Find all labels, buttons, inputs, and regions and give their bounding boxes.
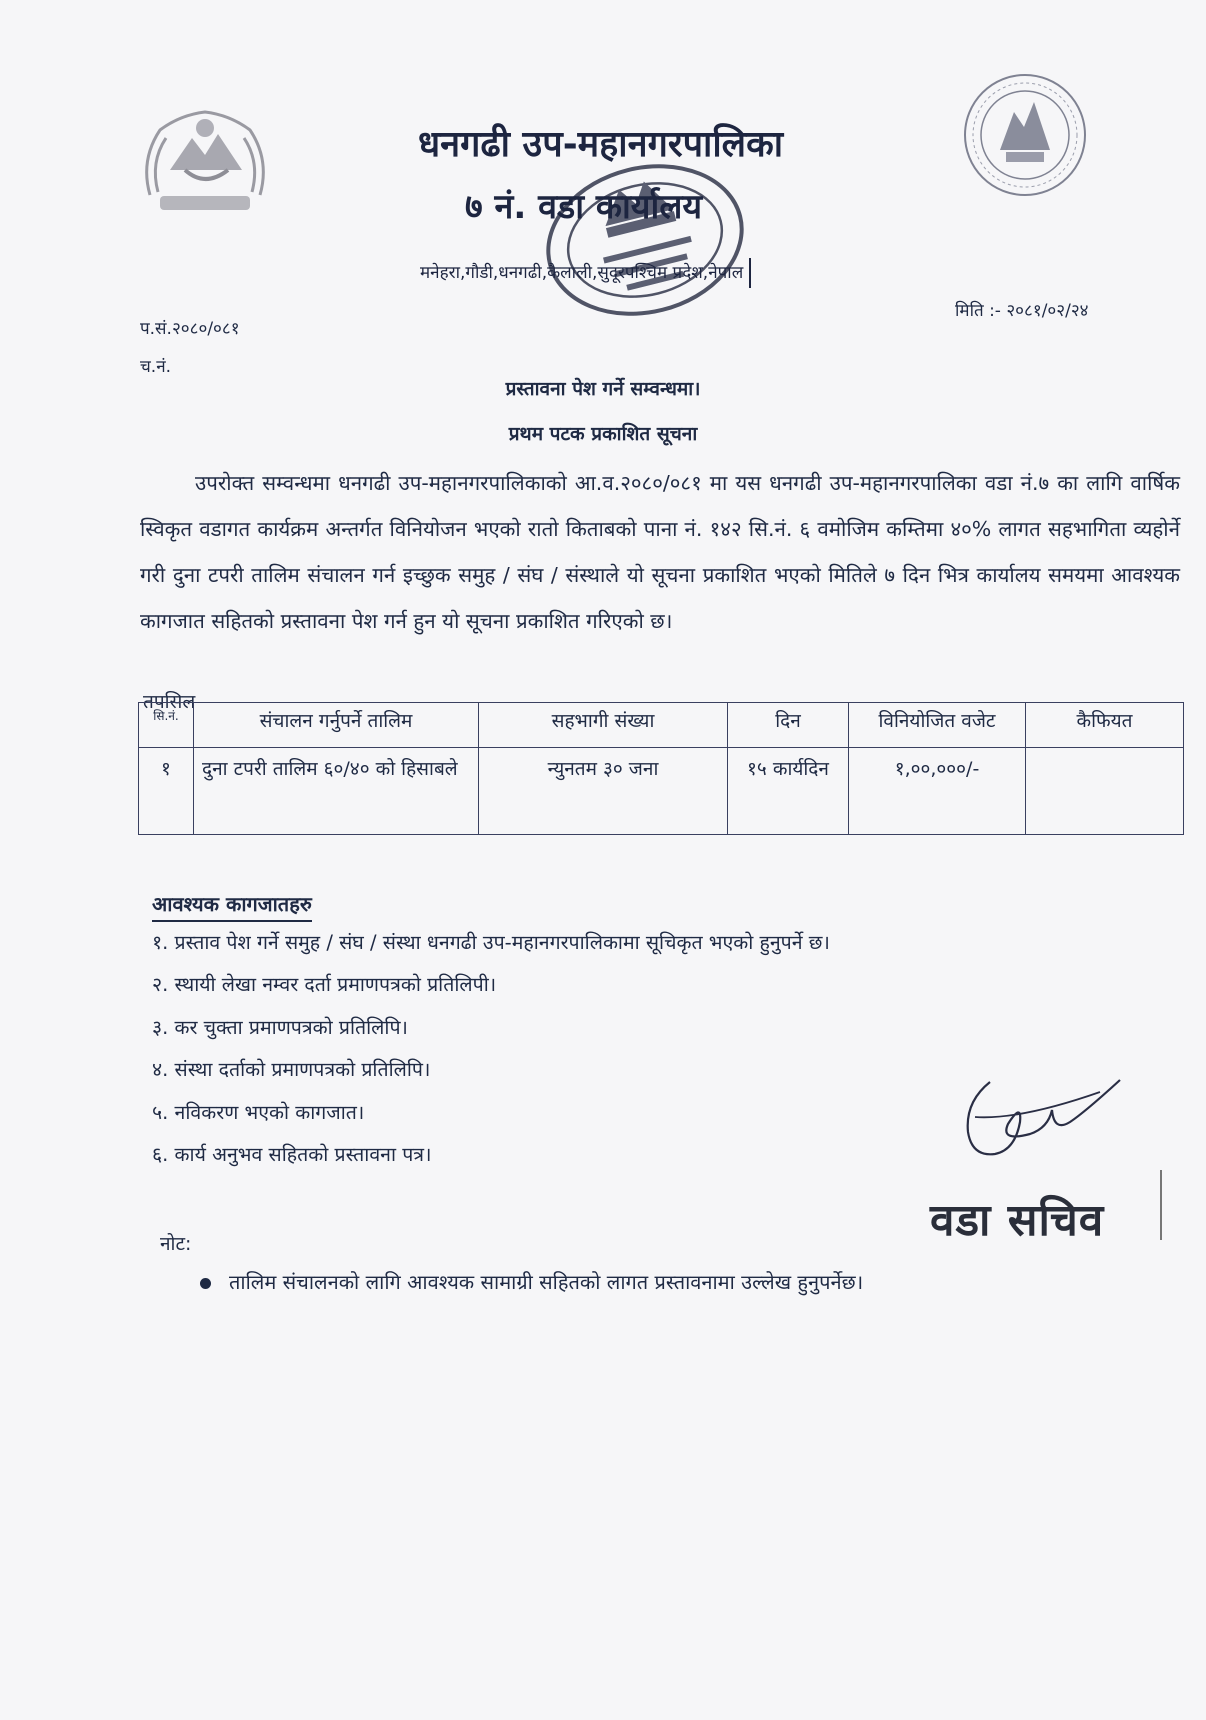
list-item: ३. कर चुक्ता प्रमाणपत्रको प्रतिलिपि। (152, 1015, 408, 1039)
dispatch-number: च.नं. (140, 357, 172, 377)
list-item: १. प्रस्ताव पेश गर्ने समुह / संघ / संस्था धनगढी उप-महानगरपालिकामा सूचिकृत भएको हुनुपर्ने छ। (152, 931, 830, 954)
office-stamp-icon (540, 155, 750, 325)
documents-heading: आवश्यक कागजातहरु (152, 890, 312, 922)
nepal-emblem-icon (130, 100, 280, 225)
municipality-name: धनगढी उप-महानगरपालिका (418, 124, 784, 165)
column-header-training: संचालन गर्नुपर्ने तालिम (194, 703, 479, 748)
reference-number: प.सं.२०८०/०८१ (140, 319, 240, 339)
address-divider (749, 258, 751, 288)
notice-body (140, 460, 1180, 644)
office-address-text: मनेहरा,गौडी,धनगढी,कैलाली,सुदूरपश्चिम प्रदेश,नेपाल (420, 263, 744, 283)
column-header-budget: विनियोजित वजेट (849, 703, 1026, 748)
note-item-text: तालिम संचालनको लागि आवश्यक सामाग्री सहितको लागत प्रस्तावनामा उल्लेख हुनुपर्नेछ। (229, 1270, 864, 1294)
list-item: ६. कार्य अनुभव सहितको प्रस्तावना पत्र। (152, 1142, 432, 1166)
bullet-icon (200, 1278, 211, 1289)
signatory-title: वडा सचिव (930, 1195, 1105, 1246)
cell-days: १५ कार्यदिन (728, 748, 849, 835)
cell-remarks (1026, 748, 1184, 835)
list-item: २. स्थायी लेखा नम्वर दर्ता प्रमाणपत्रको प्रतिलिपी। (152, 973, 497, 997)
cell-budget: १,००,०००/- (849, 748, 1026, 835)
documents-list (152, 922, 830, 1176)
notice-body-text: उपरोक्त सम्वन्धमा धनगढी उप-महानगरपालिकाको आ.व.२०८०/०८१ मा यस धनगढी उप-महानगरपालिका वडा नं.७ का लागि वार्षिक स्विकृत वडागत कार्यक्रम अन्तर्गत विनियोजन भएको रातो किताबको पाना नं. १४२ सि.नं. ६ वमोजिम कम्तिमा ४०% लागत सहभागिता व्यहोर्ने गरी दुना टपरी तालिम संचालन गर्न इच्छुक समुह / संघ / संस्थाले यो सूचना प्रकाशित भएको मितिले ७ दिन भित्र कार्यालय समयमा आवश्यक कागजात सहितको प्रस्तावना पेश गर्न हुन यो सूचना प्रकाशित गरिएको छ। (140, 471, 1180, 633)
cell-participants: न्युनतम ३० जना (479, 748, 728, 835)
signature-icon (960, 1062, 1130, 1182)
office-address (420, 258, 751, 288)
column-header-remarks: कैफियत (1026, 703, 1184, 748)
schedule-label: तपसिल (143, 691, 196, 713)
list-item: ४. संस्था दर्ताको प्रमाणपत्रको प्रतिलिपि। (152, 1058, 431, 1082)
cell-serial: १ (139, 748, 194, 835)
schedule-header-row (139, 703, 1184, 748)
notice-title: प्रथम पटक प्रकाशित सूचना (508, 423, 698, 445)
office-name: ७ नं. वडा कार्यालय (465, 187, 703, 227)
notice-subject: प्रस्तावना पेश गर्ने सम्वन्धमा। (505, 378, 701, 400)
table-row (139, 748, 1184, 835)
column-header-serial: सि.नं. (139, 703, 194, 748)
column-header-days: दिन (728, 703, 849, 748)
cell-training: दुना टपरी तालिम ६०/४० को हिसाबले (194, 748, 479, 835)
municipality-seal-icon (962, 72, 1088, 198)
note-item (200, 1268, 863, 1295)
schedule-table (138, 702, 1184, 835)
note-label: नोट: (160, 1233, 192, 1255)
notice-date: मिति :- २०८१/०२/२४ (955, 301, 1089, 321)
list-item: ५. नविकरण भएको कागजात। (152, 1100, 365, 1124)
column-header-participants: सहभागी संख्या (479, 703, 728, 748)
signature-rule (1160, 1170, 1162, 1240)
